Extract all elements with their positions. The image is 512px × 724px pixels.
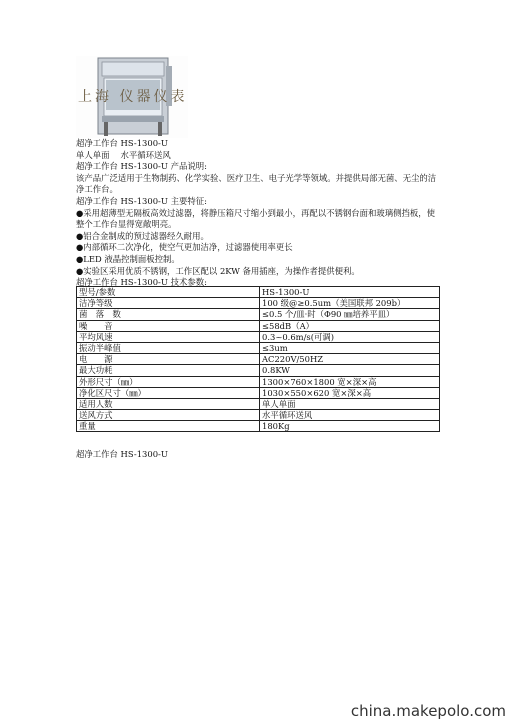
feature-item: ●内部循环二次净化，使空气更加洁净，过滤器使用率更长 [76, 242, 293, 253]
spec-key: 最大功耗 [77, 365, 260, 376]
spec-key: 净化区尺寸（㎜） [77, 387, 260, 398]
spec-value: ≤0.5 个/皿·时（Φ90 ㎜培养平皿） [260, 309, 440, 320]
table-row [77, 320, 440, 331]
site-footer-link[interactable]: china.makepolo.com [350, 702, 506, 720]
spec-key: 噪 音 [77, 320, 260, 331]
spec-value: 100 级@≥0.5um（美国联邦 209b） [260, 298, 440, 309]
spec-value: HS-1300-U [260, 287, 440, 298]
table-row [77, 410, 440, 421]
spec-value: 1030×550×620 宽×深×高 [260, 387, 440, 398]
table-row [77, 365, 440, 376]
specs-heading: 超净工作台 HS-1300-U 技术参数: [76, 277, 207, 288]
feature-item: ●采用超薄型无隔板高效过滤器，将静压箱尺寸缩小到最小，再配以不锈钢台面和玻璃侧挡板，使整个工作台显得宽敞明亮。 [76, 207, 436, 230]
spec-key: 重量 [77, 421, 260, 432]
table-row [77, 354, 440, 365]
spec-value: 单人单面 [260, 398, 440, 409]
spec-value: 0.8KW [260, 365, 440, 376]
table-row [77, 398, 440, 409]
spec-value: ≤58dB（A） [260, 320, 440, 331]
spec-key: 电 源 [77, 354, 260, 365]
spec-value: 1300×760×1800 宽×深×高 [260, 376, 440, 387]
spec-key: 型号/参数 [77, 287, 260, 298]
spec-value: AC220V/50HZ [260, 354, 440, 365]
spec-key: 平均风速 [77, 331, 260, 342]
spec-key: 洁净等级 [77, 298, 260, 309]
closing-caption: 超净工作台 HS-1300-U [76, 449, 168, 459]
product-subtitle: 单人单面 水平循环送风 [76, 149, 171, 160]
spec-value: 0.3~0.6m/s(可调) [260, 331, 440, 342]
watermark-text: 上海 仪器仪表 [78, 89, 188, 105]
spec-value: ≤3um [260, 342, 440, 353]
spec-key: 外形尺寸（㎜） [77, 376, 260, 387]
spec-table [76, 286, 440, 432]
table-row [77, 331, 440, 342]
feature-item: ●实验区采用优质不锈钢，工作区配以 2KW 备用插座，为操作者提供便利。 [76, 265, 360, 276]
features-heading: 超净工作台 HS-1300-U 主要特征: [76, 195, 207, 206]
spec-key: 适用人数 [77, 398, 260, 409]
spec-key: 振动半峰值 [77, 342, 260, 353]
table-row [77, 309, 440, 320]
table-row [77, 298, 440, 309]
spec-value: 180Kg [260, 421, 440, 432]
description-heading: 超净工作台 HS-1300-U 产品说明: [76, 161, 207, 172]
table-row [77, 342, 440, 353]
product-title: 超净工作台 HS-1300-U [76, 138, 168, 148]
spec-value: 水平循环送风 [260, 410, 440, 421]
table-row [77, 376, 440, 387]
product-description [76, 138, 442, 289]
spec-key: 送风方式 [77, 410, 260, 421]
spec-key: 菌 落 数 [77, 309, 260, 320]
description-text: 该产品广泛适用于生物制药、化学实验、医疗卫生、电子光学等领域。并提供局部无菌、无尘的洁净工作台。 [76, 172, 437, 195]
feature-item: ●LED 液晶控制面板控制。 [76, 253, 180, 264]
feature-item: ●铝合金制成的预过滤器经久耐用。 [76, 230, 209, 241]
table-row [77, 421, 440, 432]
table-row [77, 387, 440, 398]
table-row [77, 287, 440, 298]
